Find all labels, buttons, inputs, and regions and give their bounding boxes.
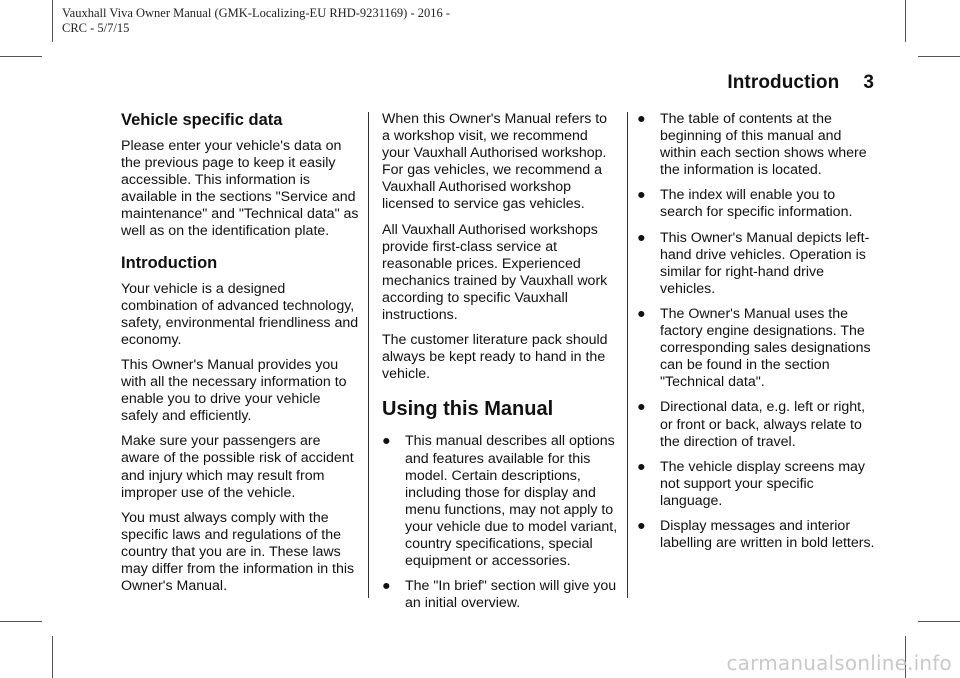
job-info <box>62 6 450 36</box>
list-item <box>637 230 877 298</box>
heading-vehicle-specific-data: Vehicle specific data <box>121 111 283 129</box>
paragraph: All Vauxhall Authorised workshops provide first-class service at reasonable prices. Experienced mechanics trained by Vauxhall work according to specific Vauxhall instructions. <box>382 221 608 324</box>
list-item <box>637 111 877 179</box>
bullet-list <box>637 111 877 552</box>
bullet-icon: ● <box>637 187 646 204</box>
paragraph: The customer literature pack should always be kept ready to hand in the vehicle. <box>382 332 608 383</box>
list-item-text: Directional data, e.g. left or right, or front or back, always relate to the direction of travel. <box>660 399 866 450</box>
column-2 <box>382 111 618 620</box>
running-head <box>727 72 874 94</box>
bullet-icon: ● <box>637 229 646 246</box>
list-item-text: The index will enable you to search for specific information. <box>660 187 853 221</box>
crop-mark <box>905 0 906 42</box>
list-item-text: Display messages and interior labelling are written in bold letters. <box>660 517 875 552</box>
crop-mark <box>918 56 960 57</box>
bullet-icon: ● <box>637 399 646 416</box>
heading-using-this-manual: Using this Manual <box>382 398 554 421</box>
crop-mark <box>52 0 53 42</box>
bullet-icon: ● <box>382 578 391 595</box>
paragraph: Please enter your vehicle's data on the previous page to keep it easily accessible. This information is available in the sections "Service and maintenance" and "Technical data" as well as on the identification plate. <box>121 138 359 240</box>
column-3 <box>637 111 877 560</box>
column-rule <box>368 112 369 598</box>
column-1 <box>121 110 359 603</box>
paragraph: Make sure your passengers are aware of the possible risk of accident and injury which may result from improper use of the vehicle. <box>121 433 354 501</box>
bullet-icon: ● <box>637 305 646 322</box>
column-rule <box>627 112 628 598</box>
page-number: 3 <box>863 72 874 93</box>
watermark: carmanualsonline.info <box>726 651 952 675</box>
bullet-list <box>382 433 618 612</box>
list-item <box>637 518 877 552</box>
list-item <box>637 399 877 450</box>
running-head-title: Introduction <box>727 72 840 93</box>
heading-introduction: Introduction <box>121 253 218 272</box>
job-info-line: Vauxhall Viva Owner Manual (GMK-Localizing-EU RHD-9231169) - 2016 - <box>62 6 451 20</box>
list-item <box>637 187 877 221</box>
list-item-text: The Owner's Manual uses the factory engine designations. The corresponding sales designations can be found in the section "Technical data". <box>660 305 871 391</box>
paragraph: This Owner's Manual provides you with all the necessary information to enable you to drive your vehicle safely and efficiently. <box>121 356 347 425</box>
bullet-icon: ● <box>637 517 646 534</box>
list-item-text: This manual describes all options and features available for this model. Certain descriptions, including those for display and menu functions, may not apply to your vehicle due to model variant, country specifications, special equipment or accessories. <box>405 433 618 570</box>
paragraph: Your vehicle is a designed combination of advanced technology, safety, environmental friendliness and economy. <box>121 280 359 348</box>
list-item-text: This Owner's Manual depicts left-hand drive vehicles. Operation is similar for right-hand drive vehicles. <box>660 229 870 297</box>
crop-mark <box>0 56 42 57</box>
crop-mark <box>0 621 42 622</box>
paragraph: You must always comply with the specific laws and regulations of the country that you are in. These laws may differ from the information in this Owner's Manual. <box>121 509 355 595</box>
list-item-text: The vehicle display screens may not support your specific language. <box>660 458 866 509</box>
list-item <box>382 433 618 570</box>
crop-mark <box>918 621 960 622</box>
bullet-icon: ● <box>637 111 646 127</box>
list-item <box>637 306 877 391</box>
list-item-text: The table of contents at the beginning of this manual and within each section shows where the information is located. <box>660 111 867 179</box>
list-item-text: The "In brief" section will give you an initial overview. <box>405 578 617 612</box>
bullet-icon: ● <box>637 458 646 475</box>
bullet-icon: ● <box>382 433 391 450</box>
list-item <box>637 459 877 510</box>
job-info-line: CRC - 5/7/15 <box>62 21 130 35</box>
list-item <box>382 578 618 612</box>
crop-mark <box>52 636 53 678</box>
paragraph: When this Owner's Manual refers to a workshop visit, we recommend your Vauxhall Authorised workshop. For gas vehicles, we recommend a Vauxhall Authorised workshop licensed to service gas vehicles. <box>382 111 608 213</box>
